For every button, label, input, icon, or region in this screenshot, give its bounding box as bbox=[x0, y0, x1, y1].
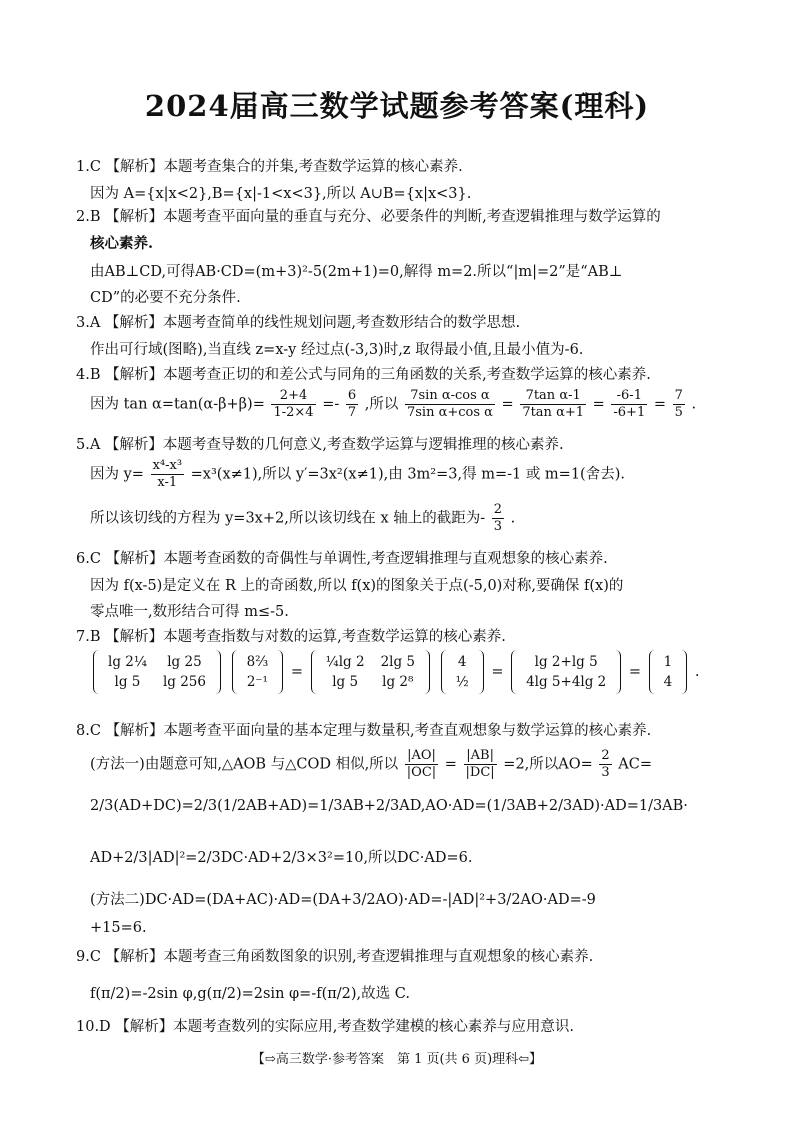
q9-head: 9.C 【解析】本题考查三角函数图象的识别,考查逻辑推理与直观想象的核心素养. bbox=[76, 949, 594, 965]
q6-line1: 因为 f(x-5)是定义在 R 上的奇函数,所以 f(x)的图象关于点(-5,0)对称,要确保 f(x)的 bbox=[90, 578, 624, 594]
q7-matrix2 bbox=[232, 650, 284, 694]
q7-m6-b: 4 bbox=[663, 674, 673, 690]
q8-frac2-den: |DC| bbox=[465, 765, 495, 780]
q8-head: 8.C 【解析】本题考查平面向量的基本定理与数量积,考查直观想象与数学运算的核心素养. bbox=[76, 723, 652, 739]
q5-frac1-num: x⁴-x³ bbox=[152, 458, 183, 473]
q4-frac1-den: 1-2×4 bbox=[273, 405, 314, 420]
q5-frac2-num: 2 bbox=[493, 502, 503, 517]
q4-frac5 bbox=[611, 388, 647, 421]
q8-line5: +15=6. bbox=[90, 920, 147, 936]
q1-head: 1.C 【解析】本题考查集合的并集,考查数学运算的核心素养. bbox=[76, 159, 463, 175]
q7-m1-b: lg 25 bbox=[167, 654, 202, 670]
q8-frac1-den: |OC| bbox=[406, 765, 437, 780]
q8-frac3-den: 3 bbox=[601, 765, 610, 780]
q7-eq1: = bbox=[290, 664, 304, 680]
q7-m3-b: 2lg 5 bbox=[380, 654, 416, 670]
q7-matrix4 bbox=[441, 650, 484, 694]
q5-frac2-den: 3 bbox=[493, 519, 503, 534]
q5-text-d: . bbox=[510, 510, 516, 527]
q7-m6-a: 1 bbox=[663, 654, 673, 670]
page-title: 2024届高三数学试题参考答案(理科) bbox=[144, 89, 650, 123]
q7-m3-c: lg 5 bbox=[332, 674, 359, 690]
q4-frac4-den: 7tan α+1 bbox=[522, 405, 585, 420]
q8-frac3 bbox=[599, 748, 611, 781]
page-footer: 【⇨高三数学·参考答案 第 1 页(共 6 页)理科⇦】 bbox=[251, 1052, 543, 1067]
q4-frac1-num: 2+4 bbox=[271, 388, 315, 405]
q2-line1: 由AB⊥CD,可得AB·CD=(m+3)²-5(2m+1)=0,解得 m=2.所以“|m|=2”是“AB⊥ bbox=[90, 264, 623, 280]
q4-head: 4.B 【解析】本题考查正切的和差公式与同角的三角函数的关系,考查数学运算的核心素养. bbox=[76, 367, 651, 383]
q8-line4: (方法二)DC·AD=(DA+AC)·AD=(DA+3/2AO)·AD=-|AD|²+3/2AO·AD=-9 bbox=[90, 892, 596, 908]
q8-line3: AD+2/3|AD|²=2/3DC·AD+2/3×3²=10,所以DC·AD=6. bbox=[90, 850, 473, 866]
q5-head: 5.A 【解析】本题考查导数的几何意义,考查数学运算与逻辑推理的核心素养. bbox=[76, 437, 564, 453]
q4-mid: ,所以 bbox=[364, 396, 399, 413]
q4-frac2-den: 7 bbox=[347, 405, 357, 420]
q4-frac1 bbox=[271, 388, 315, 421]
q8-line2: 2/3(AD+DC)=2/3(1/2AB+AD)=1/3AB+2/3AD,AO·AD=(1/3AB+2/3AD)·AD=1/3AB· bbox=[90, 798, 688, 814]
q4-frac5-num: -6-1 bbox=[611, 388, 647, 405]
q3-line1: 作出可行域(图略),当直线 z=x-y 经过点(-3,3)时,z 取得最小值,且最小值为-6. bbox=[90, 342, 584, 358]
q8-frac2-num: |AB| bbox=[464, 748, 497, 765]
q7-matrix1 bbox=[93, 650, 221, 694]
q7-m4-a: 4 bbox=[457, 654, 467, 670]
q4-eq4: = bbox=[653, 396, 666, 413]
q8-line1 bbox=[90, 748, 730, 781]
q8-eq: = bbox=[444, 756, 457, 773]
q4-frac6 bbox=[673, 388, 685, 421]
q7-m3-a: ¼lg 2 bbox=[325, 654, 365, 670]
q9-line1: f(π/2)=-2sin φ,g(π/2)=2sin φ=-f(π/2),故选 C. bbox=[90, 986, 410, 1002]
q2-head2: 核心素养. bbox=[90, 235, 154, 252]
q4-eq2: = bbox=[501, 396, 514, 413]
q7-matrix6 bbox=[649, 650, 688, 694]
q7-m1-a: lg 2¼ bbox=[108, 654, 147, 670]
q7-m2-a: 8⅔ bbox=[246, 654, 269, 670]
q4-frac6-num: 7 bbox=[674, 388, 683, 403]
q4-frac2 bbox=[346, 388, 358, 421]
q8-text-c: AC= bbox=[618, 756, 653, 773]
q5-text-c: 所以该切线的方程为 y=3x+2,所以该切线在 x 轴上的截距为- bbox=[90, 510, 486, 527]
q7-matrix5 bbox=[511, 650, 621, 694]
q4-frac3 bbox=[405, 388, 495, 421]
q5-frac2 bbox=[492, 502, 504, 535]
q8-frac2 bbox=[464, 748, 497, 781]
q7-eq3: = bbox=[628, 664, 642, 680]
q5-line2 bbox=[90, 502, 730, 535]
q2-line2: CD”的必要不充分条件. bbox=[90, 290, 241, 306]
q6-line2: 零点唯一,数形结合可得 m≤-5. bbox=[90, 604, 289, 620]
q4-frac4 bbox=[520, 388, 586, 421]
q6-head: 6.C 【解析】本题考查函数的奇偶性与单调性,考查逻辑推理与直观想象的核心素养. bbox=[76, 551, 608, 567]
q7-m4-b: ½ bbox=[455, 674, 469, 690]
q7-line1 bbox=[90, 650, 730, 694]
q5-line1 bbox=[90, 458, 730, 491]
q5-text-a: 因为 y= bbox=[90, 466, 144, 483]
q4-line1 bbox=[90, 388, 730, 421]
q8-frac1 bbox=[405, 748, 438, 781]
q4-eq1: =- bbox=[322, 396, 340, 413]
q4-frac3-num: 7sin α-cos α bbox=[405, 388, 495, 405]
q8-frac1-num: |AO| bbox=[405, 748, 438, 765]
q7-m5-b: 4lg 5+4lg 2 bbox=[526, 674, 607, 690]
q8-text-a: (方法一)由题意可知,△AOB 与△COD 相似,所以 bbox=[90, 756, 399, 773]
q8-frac3-num: 2 bbox=[601, 748, 610, 763]
q2-head: 2.B 【解析】本题考查平面向量的垂直与充分、必要条件的判断,考查逻辑推理与数学运算的 bbox=[76, 209, 661, 225]
q7-end: . bbox=[694, 664, 700, 680]
q8-text-b: =2,所以AO= bbox=[503, 756, 593, 773]
q4-frac4-num: 7tan α-1 bbox=[520, 388, 586, 405]
q4-frac5-den: -6+1 bbox=[613, 405, 646, 420]
q5-frac1-den: x-1 bbox=[157, 475, 178, 490]
q4-eq3: = bbox=[592, 396, 605, 413]
q7-matrix3 bbox=[311, 650, 430, 694]
q7-m3-d: lg 2⁸ bbox=[382, 674, 414, 690]
q4-frac6-den: 5 bbox=[674, 405, 683, 420]
q7-head: 7.B 【解析】本题考查指数与对数的运算,考查数学运算的核心素养. bbox=[76, 629, 506, 645]
q7-m5-a: lg 2+lg 5 bbox=[534, 654, 598, 670]
q5-frac1 bbox=[151, 458, 184, 491]
q7-m2-b: 2⁻¹ bbox=[246, 674, 268, 690]
q1-line1: 因为 A={x|x<2},B={x|-1<x<3},所以 A∪B={x|x<3}. bbox=[90, 186, 472, 202]
q4-end: . bbox=[691, 396, 697, 413]
q7-m1-d: lg 256 bbox=[162, 674, 206, 690]
q5-text-b: =x³(x≠1),所以 y′=3x²(x≠1),由 3m²=3,得 m=-1 或 m=1(舍去). bbox=[190, 466, 625, 483]
q4-text-a: 因为 tan α=tan(α-β+β)= bbox=[90, 396, 265, 413]
q10-head: 10.D 【解析】本题考查数列的实际应用,考查数学建模的核心素养与应用意识. bbox=[76, 1019, 575, 1035]
q4-frac2-num: 6 bbox=[347, 388, 357, 403]
q7-eq2: = bbox=[491, 664, 504, 680]
q7-m1-c: lg 5 bbox=[114, 674, 141, 690]
q4-frac3-den: 7sin α+cos α bbox=[406, 405, 493, 420]
q3-head: 3.A 【解析】本题考查简单的线性规划问题,考查数形结合的数学思想. bbox=[76, 315, 521, 331]
